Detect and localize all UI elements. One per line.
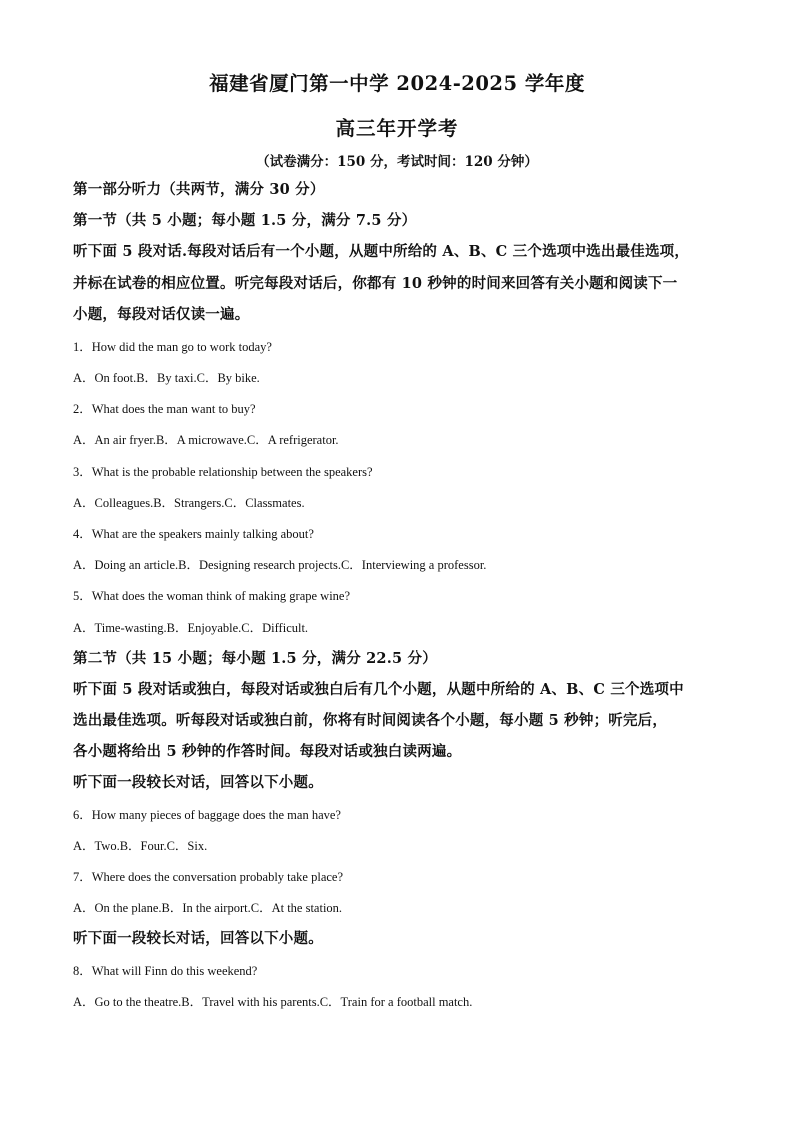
exam-title: 高三年开学考 <box>335 117 459 140</box>
part1-heading: 第一部分听力（共两节，满分 30 分） <box>73 181 325 198</box>
question-options: A．Two.B．Four.C．Six. <box>73 839 208 853</box>
question-stem: 8．What will Finn do this weekend? <box>73 964 258 978</box>
section2-instruction-line: 各小题将给出 5 秒钟的作答时间。每段对话或独白读两遍。 <box>73 743 462 760</box>
section2-heading: 第二节（共 15 小题；每小题 1.5 分，满分 22.5 分） <box>73 650 437 667</box>
question-stem: 4．What are the speakers mainly talking about? <box>73 527 314 541</box>
question-options: A．Doing an article.B．Designing research projects.C．Interviewing a professor. <box>73 558 487 572</box>
question-stem: 2．What does the man want to buy? <box>73 402 256 416</box>
question-stem: 7．Where does the conversation probably take place? <box>73 870 344 884</box>
section1-instruction-line: 听下面 5 段对话.每段对话后有一个小题，从题中所给的 A、B、C 三个选项中选出最佳选项， <box>73 243 690 260</box>
question-stem: 3．What is the probable relationship between the speakers? <box>73 465 373 479</box>
question-stem: 6．How many pieces of baggage does the man have? <box>73 808 341 822</box>
question-options: A．Colleagues.B．Strangers.C．Classmates. <box>73 496 305 510</box>
section2-instruction-line: 选出最佳选项。听每段对话或独白前，你将有时间阅读各个小题，每小题 5 秒钟；听完后， <box>73 712 668 729</box>
question-options: A．Go to the theatre.B．Travel with his parents.C．Train for a football match. <box>73 995 473 1009</box>
question-options: A．An air fryer.B．A microwave.C．A refrigerator. <box>73 433 339 447</box>
question-options: A．On foot.B．By taxi.C．By bike. <box>73 371 260 385</box>
section2-instruction-line: 听下面 5 段对话或独白，每段对话或独白后有几个小题，从题中所给的 A、B、C 三个选项中 <box>73 681 684 698</box>
school-title: 福建省厦门第一中学 2024-2025 学年度 <box>209 72 585 95</box>
group-prompt: 听下面一段较长对话，回答以下小题。 <box>73 930 323 947</box>
section1-instruction-line: 并标在试卷的相应位置。听完每段对话后，你都有 10 秒钟的时间来回答有关小题和阅读下一 <box>73 275 678 292</box>
question-stem: 5．What does the woman think of making grape wine? <box>73 589 351 603</box>
section1-heading: 第一节（共 5 小题；每小题 1.5 分，满分 7.5 分） <box>73 212 417 229</box>
group-prompt: 听下面一段较长对话，回答以下小题。 <box>73 774 323 791</box>
question-options: A．Time-wasting.B．Enjoyable.C．Difficult. <box>73 621 309 635</box>
exam-info: （试卷满分：150 分，考试时间：120 分钟） <box>256 154 538 170</box>
section1-instruction-line: 小题，每段对话仅读一遍。 <box>73 306 250 323</box>
question-stem: 1．How did the man go to work today? <box>73 340 272 354</box>
question-options: A．On the plane.B．In the airport.C．At the station. <box>73 901 343 915</box>
